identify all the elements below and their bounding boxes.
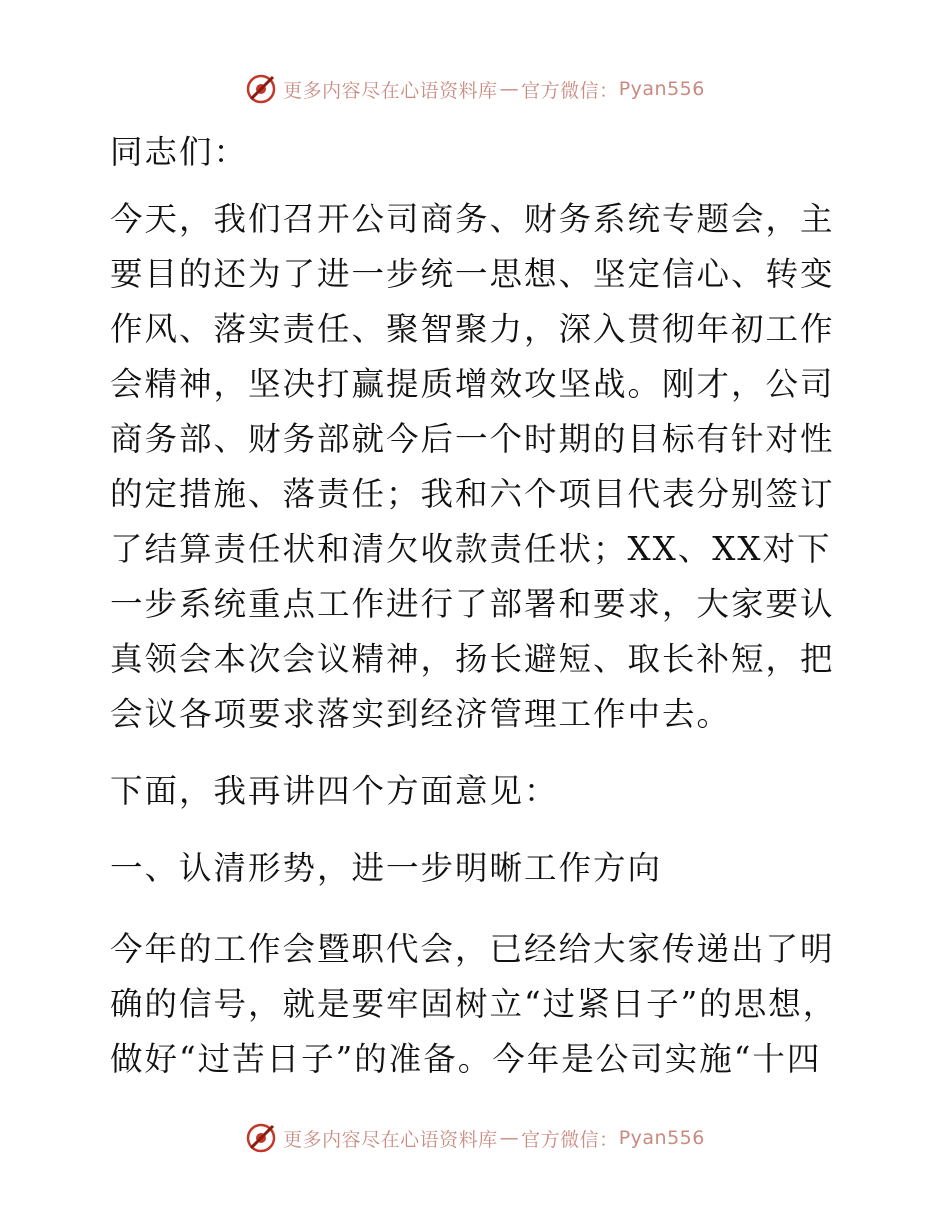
paragraph-2: 下面，我再讲四个方面意见： — [110, 772, 559, 810]
watermark-wechat: Pyan556 — [618, 1127, 705, 1149]
watermark-footer — [0, 1122, 950, 1154]
watermark-text: 更多内容尽在心语资料库 — [283, 1128, 498, 1151]
logo-icon — [245, 1122, 277, 1154]
watermark-suffix: 官方微信： — [521, 79, 619, 102]
document-body — [98, 125, 858, 1087]
watermark-text: 更多内容尽在心语资料库 — [283, 79, 498, 102]
watermark-header — [0, 73, 950, 105]
logo-icon — [245, 73, 277, 105]
watermark-suffix: 官方微信： — [521, 1128, 619, 1151]
watermark-wechat: Pyan556 — [618, 78, 705, 100]
paragraph-1: 今天，我们召开公司商务、财务系统专题会，主要目的还为了进一步统一思想、坚定信心、转变作风、落实责任、聚智聚力，深入贯彻年初工作会精神，坚决打赢提质增效攻坚战。刚才，公司商务部、财务部就今后一个时期的目标有针对性的定措施、落责任；我和六个项目代表分别签订了结算责任状和清欠收款责任状；XX、XX对下一步系统重点工作进行了部署和要求，大家要认真领会本次会议精神，扬长避短、取长补短，把会议各项要求落实到经济管理工作中去。 — [110, 200, 835, 733]
paragraph-3: 今年的工作会暨职代会，已经给大家传递出了明确的信号，就是要牢固树立“过紧日子”的思想，做好“过苦日子”的准备。今年是公司实施“十四 — [110, 930, 838, 1078]
section-heading-1: 一、认清形势，进一步明晰工作方向 — [110, 849, 663, 887]
watermark-dash: — — [499, 78, 520, 100]
watermark-dash: — — [499, 1127, 520, 1149]
salutation: 同志们： — [110, 133, 249, 171]
